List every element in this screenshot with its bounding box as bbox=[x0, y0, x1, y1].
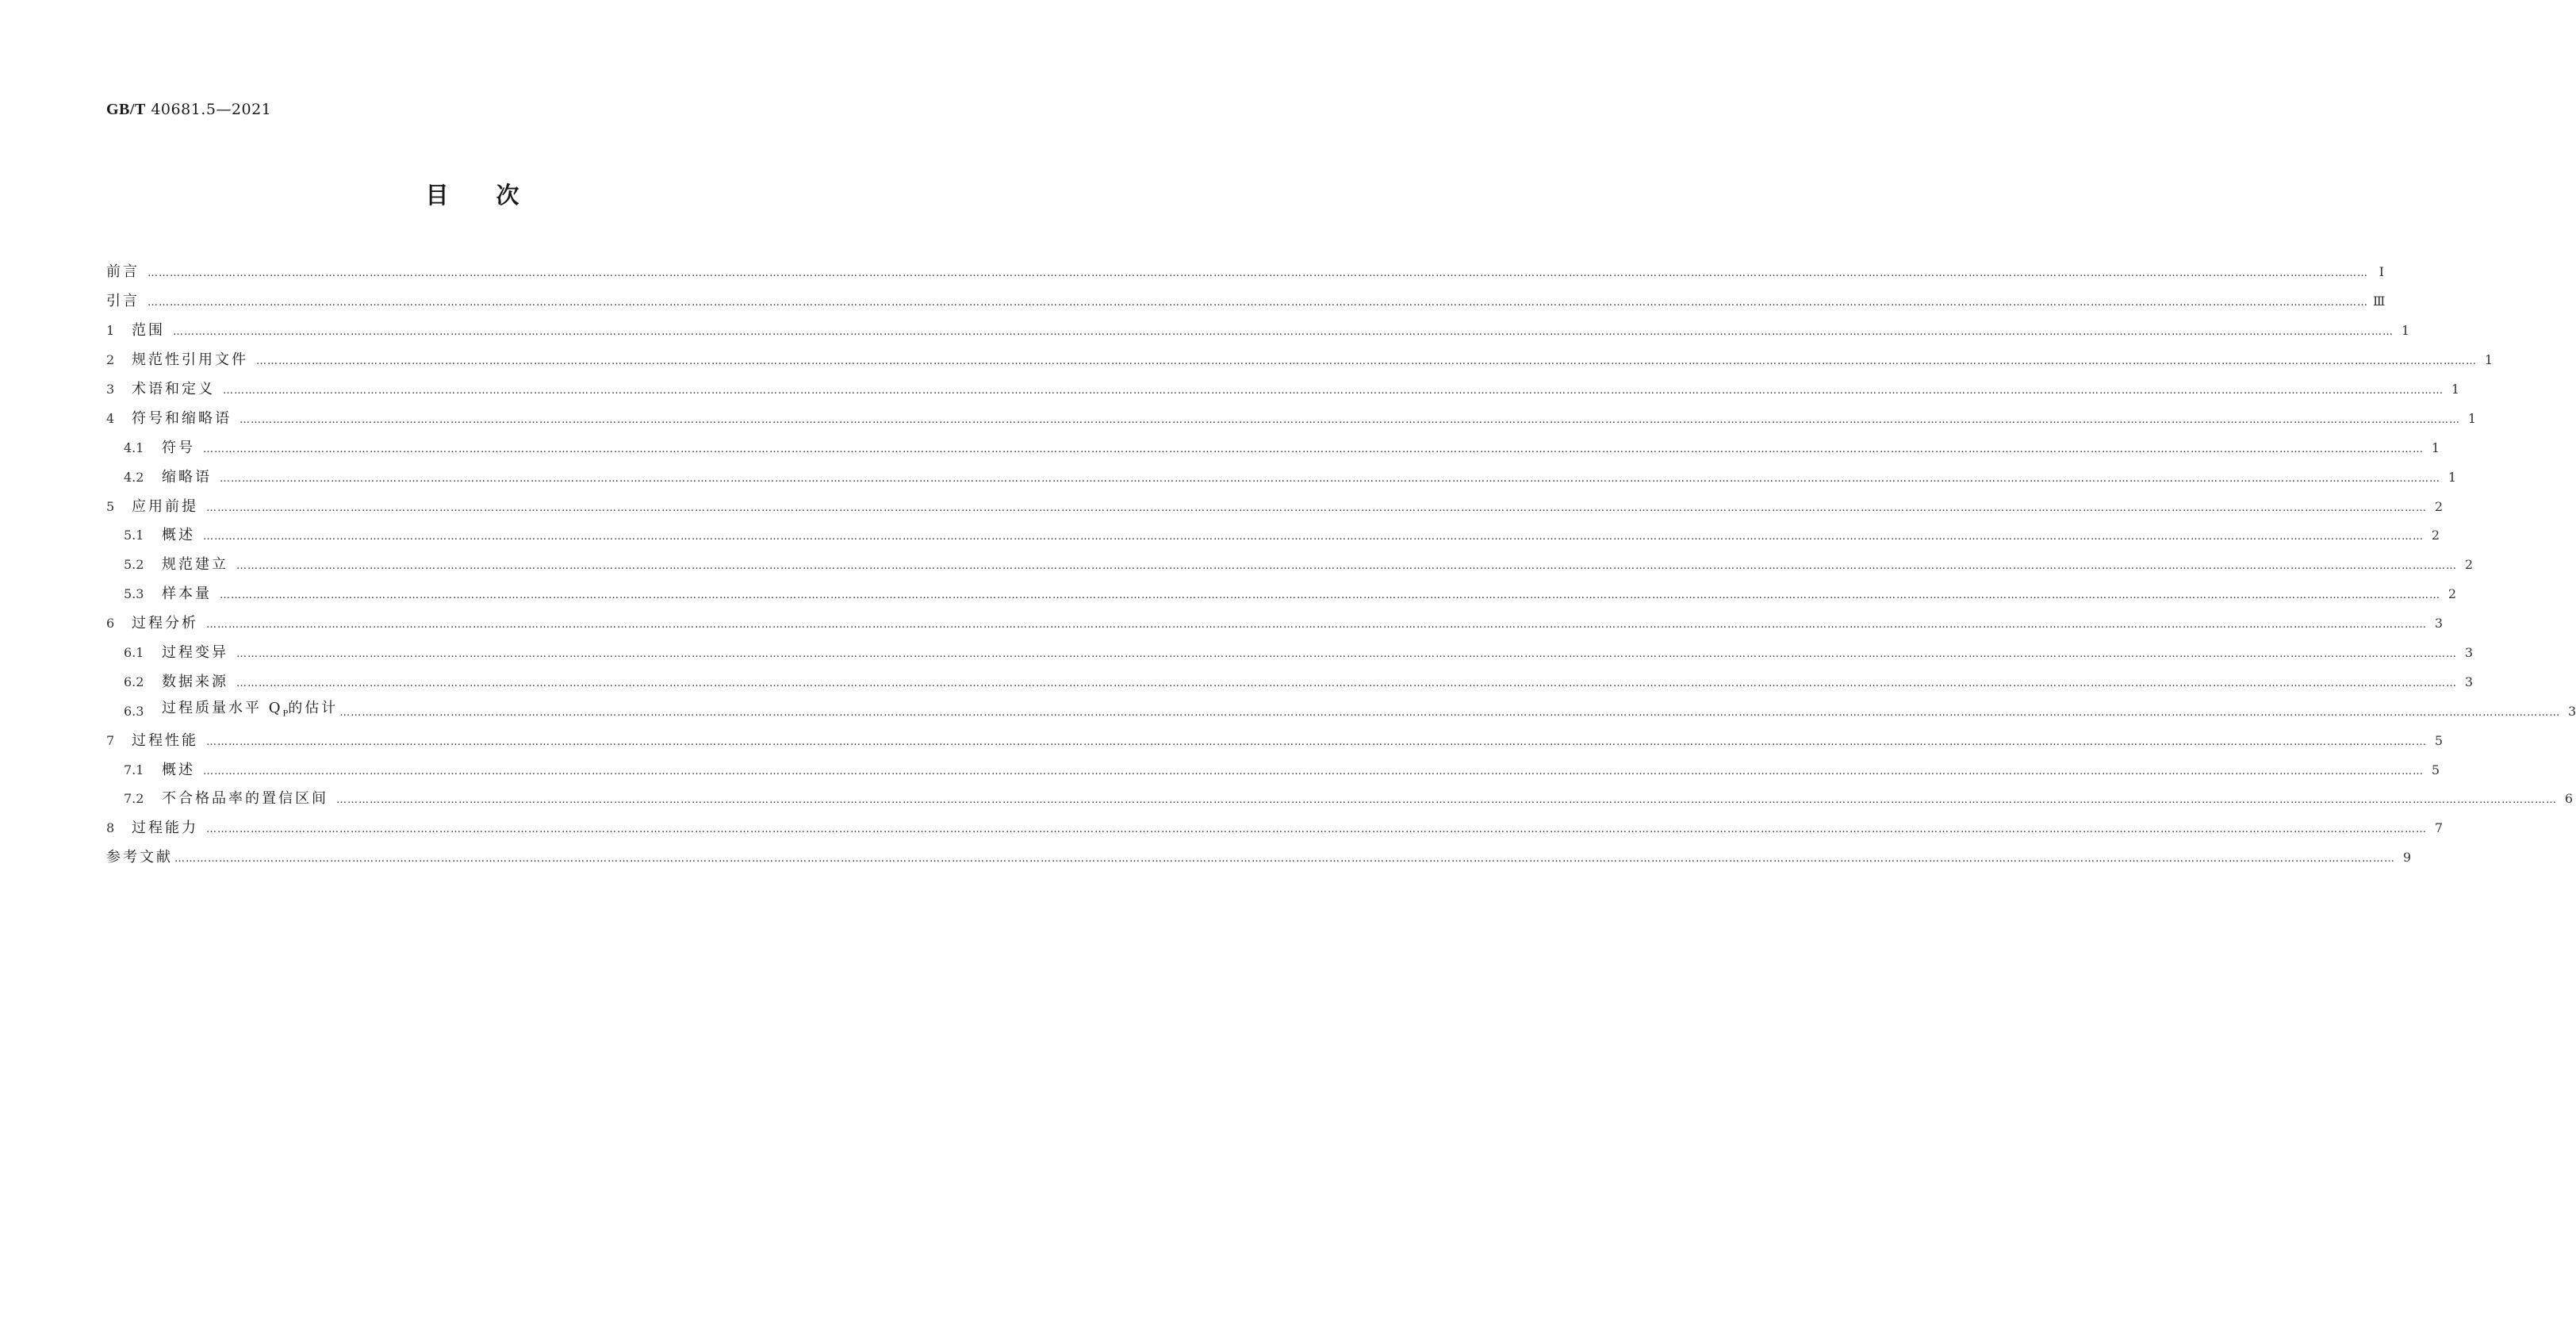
toc-entry-number: 5 bbox=[106, 498, 115, 514]
toc-entry-number: 3 bbox=[106, 382, 115, 397]
toc-entry[interactable] bbox=[106, 726, 2443, 755]
toc-entry-number: 2 bbox=[106, 352, 115, 368]
toc-entry[interactable] bbox=[106, 492, 2443, 521]
toc-entry-label: 过程能力 bbox=[132, 820, 198, 837]
toc-entry-page: 3 bbox=[2434, 616, 2443, 632]
toc-entry-label: 概述 bbox=[162, 761, 195, 778]
toc-entry[interactable] bbox=[106, 609, 2443, 639]
toc-entry-page: 1 bbox=[2451, 382, 2459, 397]
toc-entry-label: 概述 bbox=[162, 527, 195, 544]
toc-leader-dots: …………………………………………………………………………………………………………………………………………………………………………………………………………………………………………………………………………………………………………………………………………………………………………………………………………………………………………………………………………………………………………………………………………………… bbox=[256, 355, 2477, 368]
toc-entry-label: 应用前提 bbox=[132, 497, 198, 515]
toc-entry-label: 规范性引用文件 bbox=[132, 351, 248, 369]
toc-leader-dots: …………………………………………………………………………………………………………………………………………………………………………………………………………………………………………………………………………………………………………………………………………………………………………………………………………………………………………………………………………………………………………………………………………………… bbox=[223, 385, 2444, 397]
toc-entry-number: 7.1 bbox=[124, 762, 144, 777]
toc-entry[interactable] bbox=[106, 317, 2409, 346]
toc-entry-page: 1 bbox=[2467, 410, 2476, 426]
toc-entry-page: Ⅰ bbox=[2379, 264, 2384, 280]
toc-entry-number: 6.2 bbox=[124, 674, 144, 689]
toc-entry-number: 6 bbox=[106, 616, 115, 632]
toc-entry-number: 5.2 bbox=[124, 557, 144, 573]
toc-entry-label: 样本量 bbox=[162, 585, 212, 603]
toc-entry-label: 引言 bbox=[106, 293, 140, 310]
toc-entry-number: 6.3 bbox=[124, 703, 144, 719]
toc-entry-number: 7 bbox=[106, 732, 115, 748]
toc-leader-dots: …………………………………………………………………………………………………………………………………………………………………………………………………………………………………………………………………………………………………………………………………………………………………………………………………………………………………………………………………………………………………………………………………………………… bbox=[203, 765, 2424, 777]
toc-entry-number: 5.1 bbox=[124, 528, 144, 543]
toc-leader-dots: …………………………………………………………………………………………………………………………………………………………………………………………………………………………………………………………………………………………………………………………………………………………………………………………………………………………………………………………………………………………………………………………………………………… bbox=[206, 823, 2427, 836]
toc-entry-number: 4.1 bbox=[124, 440, 144, 455]
toc-leader-dots: …………………………………………………………………………………………………………………………………………………………………………………………………………………………………………………………………………………………………………………………………………………………………………………………………………………………………………………………………………………………………………………………………………………… bbox=[148, 267, 2368, 280]
toc-leader-dots: …………………………………………………………………………………………………………………………………………………………………………………………………………………………………………………………………………………………………………………………………………………………………………………………………………………………………………………………………………………………………………………………………………………… bbox=[206, 619, 2427, 632]
table-of-contents bbox=[106, 258, 2576, 873]
toc-entry-page: 5 bbox=[2431, 762, 2440, 777]
toc-entry-page: 1 bbox=[2431, 440, 2440, 455]
toc-leader-dots: …………………………………………………………………………………………………………………………………………………………………………………………………………………………………………………………………………………………………………………………………………………………………………………………………………………………………………………………………………………………………………………………………………………… bbox=[236, 560, 2457, 573]
toc-leader-dots: …………………………………………………………………………………………………………………………………………………………………………………………………………………………………………………………………………………………………………………………………………………………………………………………………………………………………………………………………………………………………………………………………………………… bbox=[206, 501, 2427, 514]
toc-entry-number: 6.1 bbox=[124, 645, 144, 661]
toc-entry-number: 8 bbox=[106, 820, 115, 836]
toc-leader-dots: …………………………………………………………………………………………………………………………………………………………………………………………………………………………………………………………………………………………………………………………………………………………………………………………………………………………………………………………………………………………………………………………………………………… bbox=[236, 677, 2457, 689]
toc-leader-dots: …………………………………………………………………………………………………………………………………………………………………………………………………………………………………………………………………………………………………………………………………………………………………………………………………………………………………………………………………………………………………………………………………………………… bbox=[173, 326, 2394, 339]
toc-leader-dots: …………………………………………………………………………………………………………………………………………………………………………………………………………………………………………………………………………………………………………………………………………………………………………………………………………………………………………………………………………………………………………………………………………………… bbox=[236, 648, 2457, 661]
toc-entry-label: 数据来源 bbox=[162, 673, 228, 690]
toc-leader-dots: …………………………………………………………………………………………………………………………………………………………………………………………………………………………………………………………………………………………………………………………………………………………………………………………………………………………………………………………………………………………………………………………………………………… bbox=[220, 472, 2440, 485]
toc-entry-number: 7.2 bbox=[124, 791, 144, 807]
toc-entry[interactable] bbox=[106, 697, 2576, 726]
toc-entry-number: 1 bbox=[106, 323, 115, 339]
toc-entry[interactable] bbox=[106, 814, 2443, 843]
toc-entry-label: 过程分析 bbox=[132, 615, 198, 632]
toc-entry-label-main: 过程质量水平 Q bbox=[162, 700, 283, 716]
toc-entry[interactable] bbox=[106, 433, 2440, 463]
toc-entry-label: 过程性能 bbox=[132, 731, 198, 749]
toc-entry-label: 过程变异 bbox=[162, 644, 228, 662]
toc-entry-page: 1 bbox=[2401, 323, 2409, 339]
toc-entry[interactable] bbox=[106, 785, 2573, 814]
toc-entry-label: 不合格品率的置信区间 bbox=[162, 790, 328, 808]
toc-entry-label: 符号和缩略语 bbox=[132, 409, 232, 427]
toc-entry-label-suffix: 的估计 bbox=[288, 700, 339, 716]
page-title: 目次 bbox=[425, 182, 567, 209]
toc-leader-dots: …………………………………………………………………………………………………………………………………………………………………………………………………………………………………………………………………………………………………………………………………………………………………………………………………………………………………………………………………………………………………………………………………………………… bbox=[206, 735, 2427, 748]
toc-entry[interactable] bbox=[106, 258, 2384, 287]
toc-entry[interactable] bbox=[106, 287, 2386, 317]
toc-entry-number: 4.2 bbox=[124, 469, 144, 485]
toc-entry-label-subscript: P bbox=[282, 709, 289, 719]
toc-entry-page: 1 bbox=[2448, 469, 2456, 485]
toc-entry-label: 前言 bbox=[106, 263, 140, 281]
toc-entry-label: 符号 bbox=[162, 439, 195, 456]
toc-entry-page: 2 bbox=[2431, 528, 2440, 543]
toc-entry[interactable] bbox=[106, 580, 2456, 609]
toc-entry-label: 范围 bbox=[132, 322, 165, 340]
toc-entry[interactable] bbox=[106, 463, 2456, 492]
toc-entry-label: 缩略语 bbox=[162, 468, 212, 486]
toc-entry-number: 5.3 bbox=[124, 586, 144, 602]
toc-leader-dots: …………………………………………………………………………………………………………………………………………………………………………………………………………………………………………………………………………………………………………………………………………………………………………………………………………………………………………………………………………………………………………………………………………………… bbox=[240, 413, 2460, 426]
toc-entry[interactable] bbox=[106, 639, 2473, 668]
toc-entry[interactable] bbox=[106, 404, 2476, 433]
toc-leader-dots: …………………………………………………………………………………………………………………………………………………………………………………………………………………………………………………………………………………………………………………………………………………………………………………………………………………………………………………………………………………………………………………………………………………… bbox=[220, 589, 2440, 602]
toc-entry-label: 参考文献 bbox=[106, 849, 173, 866]
toc-entry-page: 2 bbox=[2448, 586, 2456, 602]
toc-entry-page: 7 bbox=[2434, 820, 2443, 836]
standard-prefix: GB/T bbox=[106, 101, 146, 118]
document-code bbox=[106, 101, 271, 119]
toc-leader-dots: …………………………………………………………………………………………………………………………………………………………………………………………………………………………………………………………………………………………………………………………………………………………………………………………………………………………………………………………………………………………………………………………………………………… bbox=[148, 297, 2368, 309]
toc-entry-page: 3 bbox=[2464, 645, 2473, 661]
toc-entry-page: 2 bbox=[2434, 498, 2443, 514]
toc-entry-page: 3 bbox=[2464, 674, 2473, 689]
toc-entry-page: 1 bbox=[2484, 352, 2493, 368]
toc-leader-dots: …………………………………………………………………………………………………………………………………………………………………………………………………………………………………………………………………………………………………………………………………………………………………………………………………………………………………………………………………………………………………………………………………………………… bbox=[203, 531, 2424, 543]
standard-number: 40681.5—2021 bbox=[151, 101, 272, 118]
toc-entry[interactable] bbox=[106, 521, 2440, 551]
toc-entry-page: 3 bbox=[2568, 703, 2576, 719]
toc-entry[interactable] bbox=[106, 375, 2459, 405]
toc-leader-dots: …………………………………………………………………………………………………………………………………………………………………………………………………………………………………………………………………………………………………………………………………………………………………………………………………………………………………………………………………………………………………………………………………………………… bbox=[203, 443, 2424, 455]
toc-entry-page: 9 bbox=[2402, 850, 2411, 866]
toc-entry-number: 4 bbox=[106, 410, 115, 426]
toc-entry-page: 6 bbox=[2564, 791, 2573, 807]
toc-leader-dots: …………………………………………………………………………………………………………………………………………………………………………………………………………………………………………………………………………………………………………………………………………………………………………………………………………………………………………………………………………………………………………………………………………………… bbox=[339, 706, 2561, 719]
toc-entry-page: 2 bbox=[2464, 557, 2473, 573]
toc-leader-dots: …………………………………………………………………………………………………………………………………………………………………………………………………………………………………………………………………………………………………………………………………………………………………………………………………………………………………………………………………………………………………………………………………………………… bbox=[174, 853, 2395, 866]
toc-entry[interactable] bbox=[106, 551, 2473, 580]
toc-entry[interactable] bbox=[106, 346, 2493, 375]
toc-entry[interactable] bbox=[106, 843, 2411, 873]
toc-entry[interactable] bbox=[106, 755, 2440, 785]
toc-entry-label: 规范建立 bbox=[162, 556, 228, 574]
toc-leader-dots: …………………………………………………………………………………………………………………………………………………………………………………………………………………………………………………………………………………………………………………………………………………………………………………………………………………………………………………………………………………………………………………………………………………… bbox=[336, 794, 2557, 807]
toc-entry-page: 5 bbox=[2434, 732, 2443, 748]
toc-entry-label bbox=[162, 701, 338, 723]
toc-entry[interactable] bbox=[106, 667, 2473, 697]
toc-entry-page: Ⅲ bbox=[2373, 294, 2386, 309]
toc-entry-label: 术语和定义 bbox=[132, 381, 215, 397]
